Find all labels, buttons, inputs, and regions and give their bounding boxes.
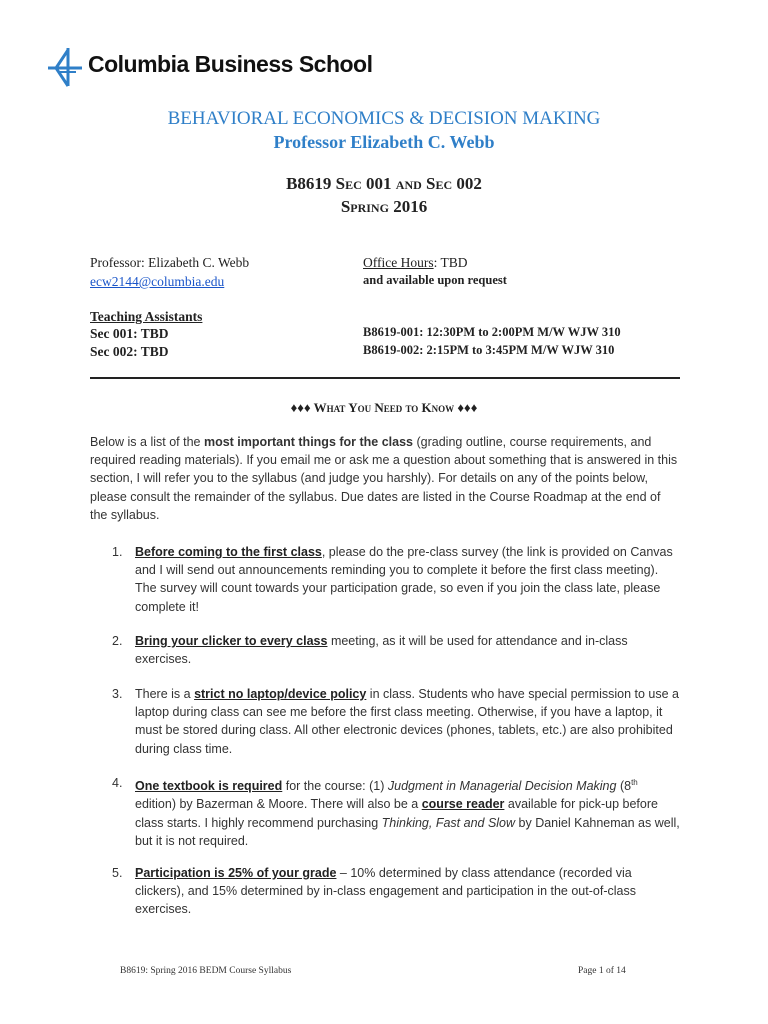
book-title: Thinking, Fast and Slow	[381, 815, 516, 830]
office-hours	[363, 254, 468, 271]
logo-text: Columbia Business School	[88, 51, 373, 77]
item-number: 5.	[112, 866, 123, 880]
item-number: 1.	[112, 545, 123, 559]
item-text: in class. Students who have special permission to use a laptop during class can see me before the first class meeting. Otherwise, if you have a laptop, it must be stored during class. All other electronic devices (phones, tablets, etc.) are also prohibited during class time.	[135, 687, 679, 756]
list-item	[135, 864, 680, 919]
edition-superscript: th	[631, 778, 638, 787]
office-hours-note: and available upon request	[363, 273, 507, 287]
term-line	[0, 197, 768, 217]
school-logo	[46, 46, 386, 88]
term-year: 2016	[393, 197, 428, 216]
professor-name: Professor: Elizabeth C. Webb	[90, 255, 250, 270]
list-item	[135, 774, 680, 850]
item-text: , please do the pre-class survey (the link is provided on Canvas and I will send out announcements reminding you to complete it before the first class meeting). The survey will count towards your participation grade, so even if you join the class late, please complete it!	[135, 545, 673, 614]
item-bold: One textbook is required	[135, 779, 283, 794]
section-1: 001	[366, 174, 392, 193]
item-text: available for pick-up before class starts. I highly recommend purchasing	[135, 797, 658, 830]
ta-sec2: Sec 002: TBD	[90, 344, 169, 359]
section-2: 002	[456, 174, 482, 193]
item-bold: Before coming to the first class	[135, 545, 322, 559]
schedule-sec2: B8619-002: 2:15PM to 3:45PM M/W WJW 310	[363, 343, 615, 357]
item-number: 3.	[112, 687, 123, 701]
ta-heading: Teaching Assistants	[90, 309, 203, 324]
email-link[interactable]: ecw2144@columbia.edu	[90, 274, 225, 289]
item-number: 2.	[112, 634, 123, 648]
item-text: (8	[616, 779, 632, 794]
intro-text-pre: Below is a list of the	[90, 435, 204, 449]
office-hours-value: : TBD	[433, 255, 468, 270]
list-item	[135, 543, 680, 616]
item-bold: Participation is 25% of your grade	[135, 866, 337, 880]
course-code: B8619	[286, 174, 332, 193]
item-number: 4.	[112, 776, 123, 790]
course-title: BEHAVIORAL ECONOMICS & DECISION MAKING	[167, 108, 601, 129]
section-heading: ♦♦♦ What You Need to Know ♦♦♦	[290, 400, 478, 415]
intro-bold: most important things for the class	[203, 435, 414, 449]
horizontal-divider	[90, 377, 680, 379]
item-text: – 10% determined by class attendance (recorded via clickers), and 15% determined by in-class engagement and participation in the out-of-class exercises.	[135, 866, 636, 917]
schedule-sec1: B8619-001: 12:30PM to 2:00PM M/W WJW 310	[363, 325, 621, 339]
item-text: edition) by Bazerman & Moore. There will also be a	[135, 797, 422, 812]
item-text: for the course: (1)	[282, 779, 388, 794]
item-text-pre: There is a	[135, 687, 195, 701]
office-hours-label: Office Hours	[363, 255, 434, 270]
intro-paragraph	[90, 433, 680, 524]
item-bold: Bring your clicker to every class	[135, 634, 328, 648]
item-bold: course reader	[421, 797, 505, 812]
list-item	[135, 685, 680, 758]
item-text: by Daniel Kahneman as well, but it is not required.	[135, 815, 680, 848]
book-title: Judgment in Managerial Decision Making	[387, 779, 617, 794]
ta-sec1: Sec 001: TBD	[90, 326, 169, 341]
sec-word-2: Sec	[426, 174, 453, 193]
course-code-line	[0, 174, 768, 194]
footer-page-number: Page 1 of 14	[578, 966, 626, 976]
sec-word-1: Sec	[335, 174, 362, 193]
footer-left: B8619: Spring 2016 BEDM Course Syllabus	[120, 966, 292, 976]
professor-title: Professor Elizabeth C. Webb	[273, 132, 495, 152]
columbia-crown-icon	[46, 46, 86, 88]
item-bold: strict no laptop/device policy	[194, 687, 367, 701]
list-item	[135, 632, 680, 668]
item-text: meeting, as it will be used for attendance and in-class exercises.	[135, 634, 628, 667]
and-word: and	[395, 174, 422, 193]
intro-text-post: (grading outline, course requirements, and required reading materials). If you email me or ask me a question about something that is answered in this section, I will refer you to the syllabus (and judge you harshly). For details on any of the points below, please consult the remainder of the syllabus. Due dates are listed in the Course Roadmap at the end of the syllabus.	[90, 435, 678, 522]
term-word: Spring	[340, 197, 389, 216]
